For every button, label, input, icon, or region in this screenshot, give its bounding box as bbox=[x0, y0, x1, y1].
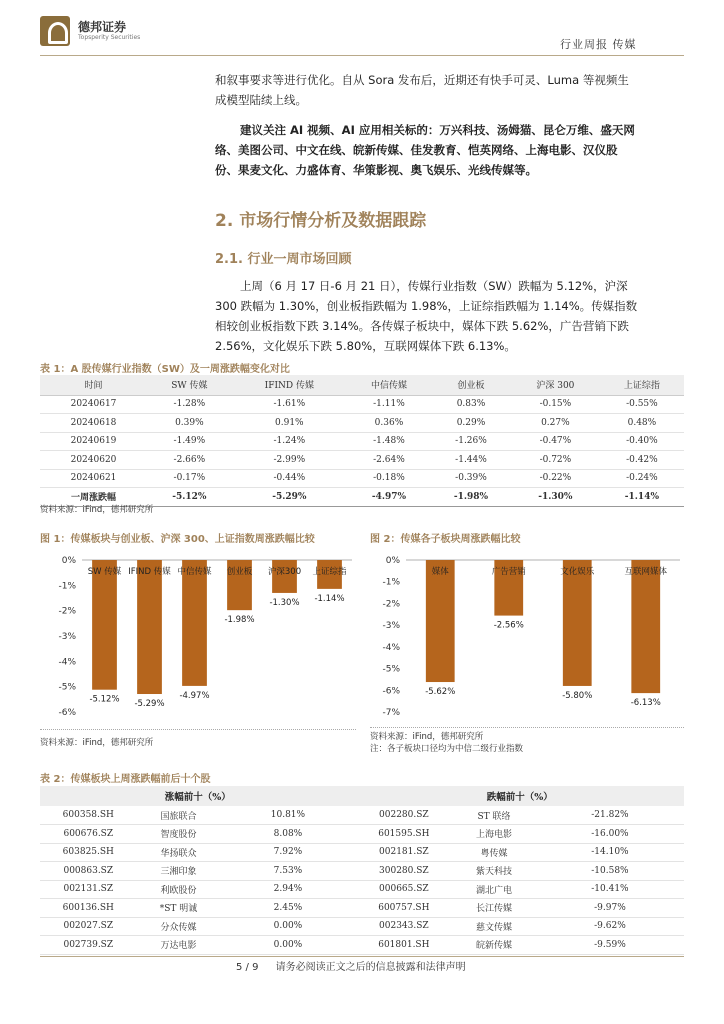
table-cell: -0.47% bbox=[511, 432, 600, 451]
figure1-source: 资料来源：iFind，德邦研究所 bbox=[40, 738, 154, 748]
table1-title: 表 1：A 股传媒行业指数（SW）及一周涨跌幅变化对比 bbox=[40, 364, 290, 375]
figure2-source: 资料来源：iFind，德邦研究所 bbox=[370, 732, 484, 742]
data-label: -5.29% bbox=[134, 699, 165, 710]
table-cell: -1.49% bbox=[147, 432, 232, 451]
table-cell: -1.11% bbox=[347, 395, 431, 414]
table-cell: -0.39% bbox=[431, 469, 511, 488]
table-cell: -0.15% bbox=[511, 395, 600, 414]
table-cell: 上海电影 bbox=[452, 825, 536, 844]
table-cell: 2.45% bbox=[220, 899, 355, 918]
table-header-row bbox=[40, 375, 684, 395]
table-cell: 利欧股份 bbox=[137, 880, 221, 899]
y-tick-label: -6% bbox=[382, 686, 400, 697]
table-cell: -5.29% bbox=[232, 488, 347, 507]
column-header: 上证综指 bbox=[600, 375, 684, 395]
table-cell: 7.53% bbox=[220, 862, 355, 881]
table-cell: *ST 明诚 bbox=[137, 899, 221, 918]
table-cell: -4.97% bbox=[347, 488, 431, 507]
figure1-frame bbox=[40, 548, 356, 730]
y-tick-label: -5% bbox=[58, 682, 76, 693]
table-row bbox=[40, 806, 684, 825]
table-cell: 分众传媒 bbox=[137, 917, 221, 936]
table-cell: 000665.SZ bbox=[356, 880, 453, 899]
table-cell: -2.64% bbox=[347, 451, 431, 470]
y-tick-label: -2% bbox=[382, 599, 400, 610]
table-cell: 0.39% bbox=[147, 414, 232, 433]
section-heading: 2. 市场行情分析及数据跟踪 bbox=[215, 211, 427, 231]
table-cell: -10.41% bbox=[536, 880, 684, 899]
y-tick-label: -1% bbox=[382, 577, 400, 588]
footer-divider bbox=[40, 956, 684, 957]
data-label: -1.30% bbox=[269, 597, 300, 608]
table-cell: -16.00% bbox=[536, 825, 684, 844]
data-label: -4.97% bbox=[179, 690, 210, 701]
table-cell: 长江传媒 bbox=[452, 899, 536, 918]
column-header: 中信传媒 bbox=[347, 375, 431, 395]
logo-english: Topsperity Securities bbox=[78, 34, 141, 41]
table-cell: -9.62% bbox=[536, 917, 684, 936]
table-cell: -1.14% bbox=[600, 488, 684, 507]
report-category: 行业周报 传媒 bbox=[560, 38, 637, 51]
category-label: 上证综指 bbox=[312, 567, 347, 577]
table-row bbox=[40, 862, 684, 881]
table-cell: 600136.SH bbox=[40, 899, 137, 918]
data-label: -5.62% bbox=[425, 687, 456, 698]
table-cell: 0.00% bbox=[220, 917, 355, 936]
table-cell: 0.00% bbox=[220, 936, 355, 955]
category-label: 中信传媒 bbox=[177, 567, 212, 577]
table-cell: 601595.SH bbox=[356, 825, 453, 844]
table-row bbox=[40, 432, 684, 451]
table-cell: -0.42% bbox=[600, 451, 684, 470]
table-cell: 0.48% bbox=[600, 414, 684, 433]
table-cell: 10.81% bbox=[220, 806, 355, 825]
losers-header: 跌幅前十（%） bbox=[356, 786, 684, 806]
table-row bbox=[40, 899, 684, 918]
data-label: -5.12% bbox=[89, 694, 120, 705]
table-cell: 20240618 bbox=[40, 414, 147, 433]
table-cell: 万达电影 bbox=[137, 936, 221, 955]
table-cell: 002027.SZ bbox=[40, 917, 137, 936]
table-cell: -1.30% bbox=[511, 488, 600, 507]
y-tick-label: 0% bbox=[385, 556, 400, 566]
table-cell: 600757.SH bbox=[356, 899, 453, 918]
table-row bbox=[40, 917, 684, 936]
category-label: 沪深300 bbox=[267, 567, 302, 577]
table-cell: -1.48% bbox=[347, 432, 431, 451]
y-tick-label: -3% bbox=[58, 632, 76, 642]
table-cell: -0.22% bbox=[511, 469, 600, 488]
table-cell: 0.36% bbox=[347, 414, 431, 433]
table-cell: 湖北广电 bbox=[452, 880, 536, 899]
category-label: 文化娱乐 bbox=[560, 567, 595, 577]
data-label: -1.14% bbox=[314, 593, 345, 604]
table-cell: 0.91% bbox=[232, 414, 347, 433]
table-cell: 华扬联众 bbox=[137, 843, 221, 862]
table-cell: -1.61% bbox=[232, 395, 347, 414]
subsection-heading: 2.1. 行业一周市场回顾 bbox=[215, 252, 352, 267]
market-review-line-4: 2.56%，文化娱乐下跌 5.80%，互联网媒体下跌 6.13%。 bbox=[215, 339, 516, 353]
table1-source: 资料来源：iFind，德邦研究所 bbox=[40, 505, 154, 515]
table-cell: -21.82% bbox=[536, 806, 684, 825]
table-cell: 0.27% bbox=[511, 414, 600, 433]
table-cell: -0.24% bbox=[600, 469, 684, 488]
table-cell: -1.24% bbox=[232, 432, 347, 451]
recommendation-line-1: 建议关注 AI 视频、AI 应用相关标的：万兴科技、汤姆猫、昆仑万维、盛天网 bbox=[240, 123, 635, 137]
recommendation-line-2: 络、美图公司、中文在线、皖新传媒、佳发教育、恺英网络、上海电影、汉仪股 bbox=[215, 143, 618, 157]
table-cell: -10.58% bbox=[536, 862, 684, 881]
market-review-line-1: 上周（6 月 17 日-6 月 21 日），传媒行业指数（SW）跌幅为 5.12%，沪深 bbox=[240, 279, 628, 293]
table-cell: 一周涨跌幅 bbox=[40, 488, 147, 507]
table-cell: -14.10% bbox=[536, 843, 684, 862]
table-cell: -0.72% bbox=[511, 451, 600, 470]
table-cell: -9.59% bbox=[536, 936, 684, 955]
table-cell: 粤传媒 bbox=[452, 843, 536, 862]
table-cell: 600676.SZ bbox=[40, 825, 137, 844]
table-cell: 20240620 bbox=[40, 451, 147, 470]
column-header: SW 传媒 bbox=[147, 375, 232, 395]
market-review-line-3: 相较创业板指数下跌 3.14%。各传媒子板块中，媒体下跌 5.62%，广告营销下跌 bbox=[215, 319, 629, 333]
table-cell: 600358.SH bbox=[40, 806, 137, 825]
table-cell: 300280.SZ bbox=[356, 862, 453, 881]
table-cell: 20240617 bbox=[40, 395, 147, 414]
table-cell: -1.28% bbox=[147, 395, 232, 414]
header-divider bbox=[40, 55, 684, 56]
table-cell: 002343.SZ bbox=[356, 917, 453, 936]
y-tick-label: -4% bbox=[58, 657, 76, 668]
intro-line-2: 成模型陆续上线。 bbox=[215, 93, 307, 107]
table-cell: 002131.SZ bbox=[40, 880, 137, 899]
top-movers-table bbox=[40, 786, 684, 955]
table-cell: 002181.SZ bbox=[356, 843, 453, 862]
table-row bbox=[40, 414, 684, 433]
y-tick-label: -5% bbox=[382, 664, 400, 675]
y-tick-label: -2% bbox=[58, 606, 76, 617]
gainers-header: 涨幅前十（%） bbox=[40, 786, 356, 806]
table-cell: -1.98% bbox=[431, 488, 511, 507]
table-header-row bbox=[40, 786, 684, 806]
table-row bbox=[40, 825, 684, 844]
table-cell: 0.83% bbox=[431, 395, 511, 414]
figure2-title: 图 2：传媒各子板块周涨跌幅比较 bbox=[370, 534, 521, 545]
table-cell: -0.55% bbox=[600, 395, 684, 414]
table-cell: 603825.SH bbox=[40, 843, 137, 862]
y-tick-label: -4% bbox=[382, 642, 400, 653]
table-row bbox=[40, 843, 684, 862]
data-label: -5.80% bbox=[562, 690, 593, 701]
y-tick-label: -6% bbox=[58, 708, 76, 718]
table-cell: -0.18% bbox=[347, 469, 431, 488]
table-cell: -1.44% bbox=[431, 451, 511, 470]
table-cell: -0.44% bbox=[232, 469, 347, 488]
column-header: 沪深 300 bbox=[511, 375, 600, 395]
y-tick-label: -3% bbox=[382, 621, 400, 632]
table-cell: 国旅联合 bbox=[137, 806, 221, 825]
y-tick-label: 0% bbox=[61, 556, 76, 566]
table-cell: 002739.SZ bbox=[40, 936, 137, 955]
table-cell: -0.40% bbox=[600, 432, 684, 451]
table-cell: 601801.SH bbox=[356, 936, 453, 955]
figure2-frame bbox=[370, 548, 684, 728]
column-header: 时间 bbox=[40, 375, 147, 395]
table-cell: 皖新传媒 bbox=[452, 936, 536, 955]
page-footer bbox=[236, 958, 466, 973]
table-cell: -1.26% bbox=[431, 432, 511, 451]
category-label: 互联网媒体 bbox=[624, 567, 668, 577]
table-cell: -9.97% bbox=[536, 899, 684, 918]
table-cell: -5.12% bbox=[147, 488, 232, 507]
index-change-table bbox=[40, 375, 684, 507]
category-label: IFIND 传媒 bbox=[128, 567, 171, 577]
table-cell: 20240619 bbox=[40, 432, 147, 451]
category-label: SW 传媒 bbox=[87, 567, 122, 577]
table-cell: 0.29% bbox=[431, 414, 511, 433]
disclaimer: 请务必阅读正文之后的信息披露和法律声明 bbox=[275, 962, 466, 973]
table-row bbox=[40, 880, 684, 899]
column-header: 创业板 bbox=[431, 375, 511, 395]
data-label: -1.98% bbox=[224, 615, 255, 626]
table-cell: 2.94% bbox=[220, 880, 355, 899]
logo-name: 德邦证券 bbox=[78, 20, 127, 34]
table-cell: 8.08% bbox=[220, 825, 355, 844]
table-cell: 000863.SZ bbox=[40, 862, 137, 881]
table-cell: -2.66% bbox=[147, 451, 232, 470]
data-label: -2.56% bbox=[493, 620, 524, 631]
table-row bbox=[40, 395, 684, 414]
intro-line-1: 和叙事要求等进行优化。自从 Sora 发布后，近期还有快手可灵、Luma 等视频生 bbox=[215, 73, 629, 87]
column-header: IFIND 传媒 bbox=[232, 375, 347, 395]
table-cell: ST 联络 bbox=[452, 806, 536, 825]
table-row bbox=[40, 469, 684, 488]
y-tick-label: -1% bbox=[58, 581, 76, 592]
table-cell: -2.99% bbox=[232, 451, 347, 470]
table2-title: 表 2：传媒板块上周涨跌幅前后十个股 bbox=[40, 774, 211, 785]
table-row bbox=[40, 936, 684, 955]
table-cell: 7.92% bbox=[220, 843, 355, 862]
recommendation-line-3: 份、果麦文化、力盛体育、华策影视、奥飞娱乐、光线传媒等。 bbox=[215, 163, 537, 177]
table-cell: 三湘印象 bbox=[137, 862, 221, 881]
data-label: -6.13% bbox=[630, 698, 661, 709]
table-row bbox=[40, 451, 684, 470]
page-number: 5 / 9 bbox=[236, 962, 259, 973]
category-label: 创业板 bbox=[226, 567, 253, 577]
logo-icon bbox=[40, 16, 70, 46]
table-cell: 智度股份 bbox=[137, 825, 221, 844]
figure1-title: 图 1：传媒板块与创业板、沪深 300、上证指数周涨跌幅比较 bbox=[40, 534, 315, 545]
y-tick-label: -7% bbox=[382, 708, 400, 718]
table-cell: 002280.SZ bbox=[356, 806, 453, 825]
category-label: 广告营销 bbox=[491, 567, 526, 577]
category-label: 媒体 bbox=[431, 567, 449, 577]
table-cell: 紫天科技 bbox=[452, 862, 536, 881]
table-cell: 慈文传媒 bbox=[452, 917, 536, 936]
table-cell: -0.17% bbox=[147, 469, 232, 488]
table-cell: 20240621 bbox=[40, 469, 147, 488]
market-review-line-2: 300 跌幅为 1.30%，创业板指跌幅为 1.98%，上证综指跌幅为 1.14%。传媒指数 bbox=[215, 299, 638, 313]
figure2-note: 注：各子板块口径均为中信二级行业指数 bbox=[370, 744, 524, 754]
